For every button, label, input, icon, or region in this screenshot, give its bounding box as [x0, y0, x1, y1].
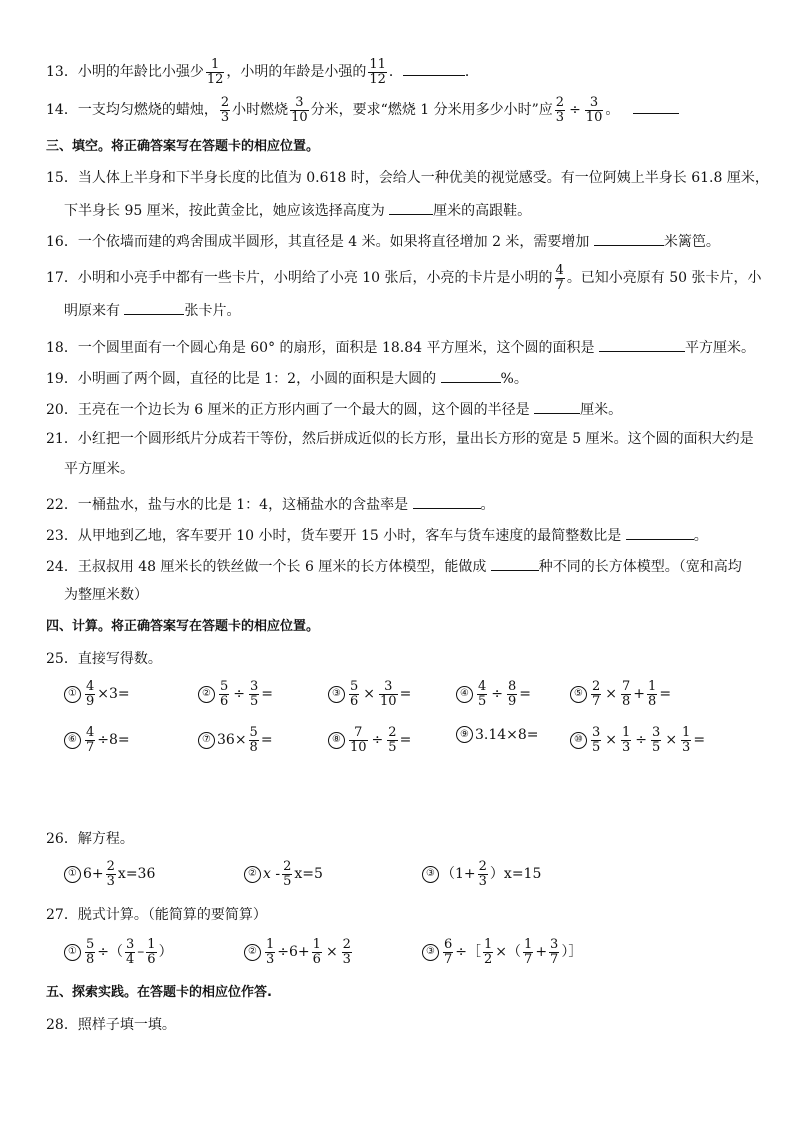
fraction: $\frac{11}{12}$ [369, 57, 386, 87]
calc-item-7: ⑦ 36× $\frac{5}{8}$ = [198, 726, 273, 754]
fraction: $\frac{2}{3}$ [220, 95, 230, 125]
question-24-line-2: 为整厘米数） [64, 587, 148, 603]
question-16: 16．一个依墙而建的鸡舍围成半圆形，其直径是 4 米。如果将直径增加 2 米，需要增加 米篱笆。 [46, 234, 720, 250]
answer-blank[interactable] [491, 558, 539, 571]
question-21-line-1: 21．小红把一个圆形纸片分成若干等份，然后拼成近似的长方形，量出长方形的宽是 5 厘米。这个圆的面积大约是 [46, 431, 754, 447]
calc-item-1: ① $\frac{4}{9}$ ×3= [64, 680, 130, 708]
answer-blank[interactable] [413, 496, 481, 509]
answer-blank[interactable] [389, 202, 433, 215]
fraction: $\frac{3}{10}$ [585, 95, 603, 125]
question-17-line-1: 17．小明和小亮手中都有一些卡片，小明给了小亮 10 张后，小亮的卡片是小明的 $\frac{4}{7}$ 。已知小亮原有 50 张卡片，小 [46, 263, 762, 293]
question-19: 19．小明画了两个圆，直径的比是 1：2，小圆的面积是大圆的 %。 [46, 371, 528, 387]
equation-2: ② x - $\frac{2}{5}$ x=5 [244, 860, 323, 888]
question-13: 13．小明的年龄比小强少 $\frac{1}{12}$ ，小明的年龄是小强的 $\frac{11}{12}$ ． ． [46, 57, 479, 87]
calc-item-6: ⑥ $\frac{4}{7}$ ÷8= [64, 726, 130, 754]
question-21-line-2: 平方厘米。 [64, 461, 134, 477]
answer-blank[interactable] [534, 401, 580, 414]
expression-2: ② $\frac{1}{3}$ ÷6+ $\frac{1}{6}$ × $\frac{2}{3}$ [244, 938, 354, 966]
expression-3: ③ $\frac{6}{7}$ ÷［ $\frac{1}{2}$ ×（ $\frac{1}{7}$ + $\frac{3}{7}$ ）］ [422, 938, 582, 966]
fraction: $\frac{2}{3}$ [555, 95, 565, 125]
equation-1: ① 6+ $\frac{2}{3}$ x=36 [64, 860, 155, 888]
question-22: 22．一桶盐水，盐与水的比是 1：4，这桶盐水的含盐率是 。 [46, 497, 495, 513]
question-14: 14．一支均匀燃烧的蜡烛， $\frac{2}{3}$ 小时燃烧 $\frac{3}{10}$ 分米，要求“燃烧 1 分米用多少小时”应 $\frac{2}{3}$ ÷ $\frac{3}{10}$ 。 [46, 96, 679, 124]
question-17-line-2: 明原来有 张卡片。 [64, 303, 241, 319]
question-15-line-2: 下半身长 95 厘米，按此黄金比，她应该选择高度为 厘米的高跟鞋。 [64, 203, 532, 219]
equation-3: ③ （1+ $\frac{2}{3}$ ）x=15 [422, 860, 541, 888]
answer-blank[interactable] [594, 233, 664, 246]
fraction: $\frac{4}{7}$ [555, 263, 564, 293]
question-28: 28．照样子填一填。 [46, 1017, 176, 1033]
section-5-heading: 五、探索实践。在答题卡的相应位作答. [46, 985, 272, 1000]
question-26: 26．解方程。 [46, 831, 134, 847]
answer-blank[interactable] [626, 527, 694, 540]
question-25: 25．直接写得数。 [46, 651, 162, 667]
question-23: 23．从甲地到乙地，客车要开 10 小时，货车要开 15 小时，客车与货车速度的最简整数比是 。 [46, 528, 708, 544]
calc-item-9: ⑨ 3.14×8= [456, 726, 539, 743]
answer-blank[interactable] [124, 302, 184, 315]
section-4-heading: 四、计算。将正确答案写在答题卡的相应位置。 [46, 619, 320, 634]
expression-1: ① $\frac{5}{8}$ ÷（ $\frac{3}{4}$ – $\frac{1}{6}$ ） [64, 938, 173, 966]
fraction: $\frac{1}{12}$ [206, 57, 224, 87]
calc-item-8: ⑧ $\frac{7}{10}$ ÷ $\frac{2}{5}$ = [328, 726, 411, 754]
calc-item-3: ③ $\frac{5}{6}$ × $\frac{3}{10}$ = [328, 680, 411, 708]
answer-blank[interactable] [403, 63, 465, 76]
question-18: 18．一个圆里面有一个圆心角是 60° 的扇形，面积是 18.84 平方厘米，这个圆的面积是 平方厘米。 [46, 340, 755, 356]
calc-item-5: ⑤ $\frac{2}{7}$ × $\frac{7}{8}$ + $\frac{1}{8}$ = [570, 680, 671, 708]
question-27: 27．脱式计算。（能简算的要简算） [46, 907, 267, 923]
question-15-line-1: 15．当人体上半身和下半身长度的比值为 0.618 时，会给人一种优美的视觉感受。有一位阿姨上半身长 61.8 厘米， [46, 170, 769, 186]
section-3-heading: 三、填空。将正确答案写在答题卡的相应位置。 [46, 139, 320, 154]
question-24-line-1: 24．王叔叔用 48 厘米长的铁丝做一个长 6 厘米的长方体模型，能做成 种不同的长方体模型。（宽和高均 [46, 559, 742, 575]
answer-blank[interactable] [599, 339, 685, 352]
fraction: $\frac{3}{10}$ [291, 95, 308, 125]
calc-item-4: ④ $\frac{4}{5}$ ÷ $\frac{8}{9}$ = [456, 680, 531, 708]
calc-item-10: ⑩ $\frac{3}{5}$ × $\frac{1}{3}$ ÷ $\frac{3}{5}$ × $\frac{1}{3}$ = [570, 726, 705, 754]
calc-item-2: ② $\frac{5}{6}$ ÷ $\frac{3}{5}$ = [198, 680, 273, 708]
question-20: 20．王亮在一个边长为 6 厘米的正方形内画了一个最大的圆，这个圆的半径是 厘米。 [46, 402, 623, 418]
answer-blank[interactable] [441, 370, 501, 383]
answer-blank[interactable] [633, 101, 679, 114]
